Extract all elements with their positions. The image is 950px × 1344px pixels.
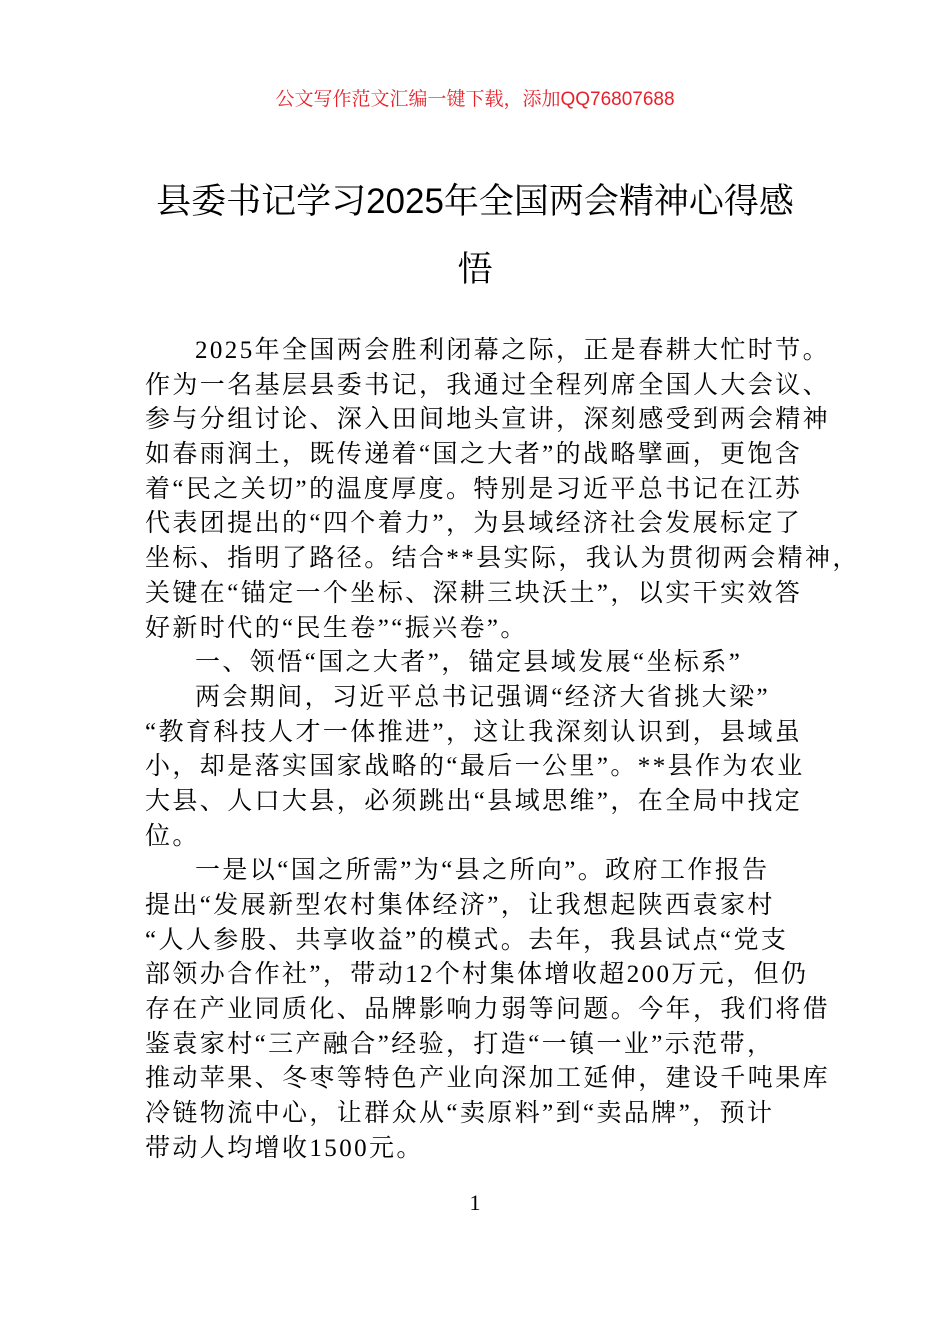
text-line: 2025年全国两会胜利闭幕之际，正是春耕大忙时节。 <box>195 337 831 364</box>
text-line: 大县、人口大县，必须跳出“县域思维”，在全局中找定 <box>145 787 803 815</box>
text-line: 作为一名基层县委书记，我通过全程列席全国人大会议、 <box>145 371 831 399</box>
text-line: “人人参股、共享收益”的模式。去年，我县试点“党支 <box>145 926 789 954</box>
page-number: 1 <box>469 1190 481 1215</box>
text-line: 推动苹果、冬枣等特色产业向深加工延伸，建设千吨果库 <box>145 1065 831 1093</box>
document-title-line-1: 县委书记学习2025年全国两会精神心得感 <box>156 182 794 221</box>
text-line: 部领办合作社”，带动12个村集体增收超200万元，但仍 <box>145 961 809 989</box>
text-line: 小，却是落实国家战略的“最后一公里”。**县作为农业 <box>145 753 805 781</box>
text-line: 一是以“国之所需”为“县之所向”。政府工作报告 <box>195 857 770 885</box>
text-line: 代表团提出的“四个着力”，为县域经济社会发展标定了 <box>145 510 803 538</box>
text-line: 位。 <box>145 822 200 850</box>
document-body <box>145 334 860 1167</box>
text-line: 带动人均增收1500元。 <box>145 1134 424 1162</box>
text-line: 好新时代的“民生卷”“振兴卷”。 <box>145 614 528 642</box>
text-line: 冷链物流中心，让群众从“卖原料”到“卖品牌”，预计 <box>145 1100 775 1128</box>
text-line: 关键在“锚定一个坐标、深耕三块沃土”，以实干实效答 <box>145 579 803 607</box>
text-line: “教育科技人才一体推进”，这让我深刻认识到，县域虽 <box>145 718 803 746</box>
text-line: 提出“发展新型农村集体经济”，让我想起陕西袁家村 <box>145 892 775 919</box>
text-line: 着“民之关切”的温度厚度。特别是习近平总书记在江苏 <box>145 475 803 503</box>
document-title-line-2: 悟 <box>457 250 493 289</box>
text-line: 鉴袁家村“三产融合”经验，打造“一镇一业”示范带， <box>145 1030 775 1058</box>
text-line: 两会期间，习近平总书记强调“经济大省挑大梁” <box>195 683 770 711</box>
text-line: 参与分组讨论、深入田间地头宣讲，深刻感受到两会精神 <box>145 406 831 434</box>
text-line: 坐标、指明了路径。结合**县实际，我认为贯彻两会精神， <box>145 545 860 573</box>
text-line: 如春雨润土，既传递着“国之大者”的战略擘画，更饱含 <box>145 441 803 469</box>
text-line: 存在产业同质化、品牌影响力弱等问题。今年，我们将借 <box>145 996 831 1024</box>
promo-header: 公文写作范文汇编一键下载，添加QQ76807688 <box>275 89 675 110</box>
section-heading: 一、领悟“国之大者”，锚定县域发展“坐标系” <box>195 649 743 677</box>
